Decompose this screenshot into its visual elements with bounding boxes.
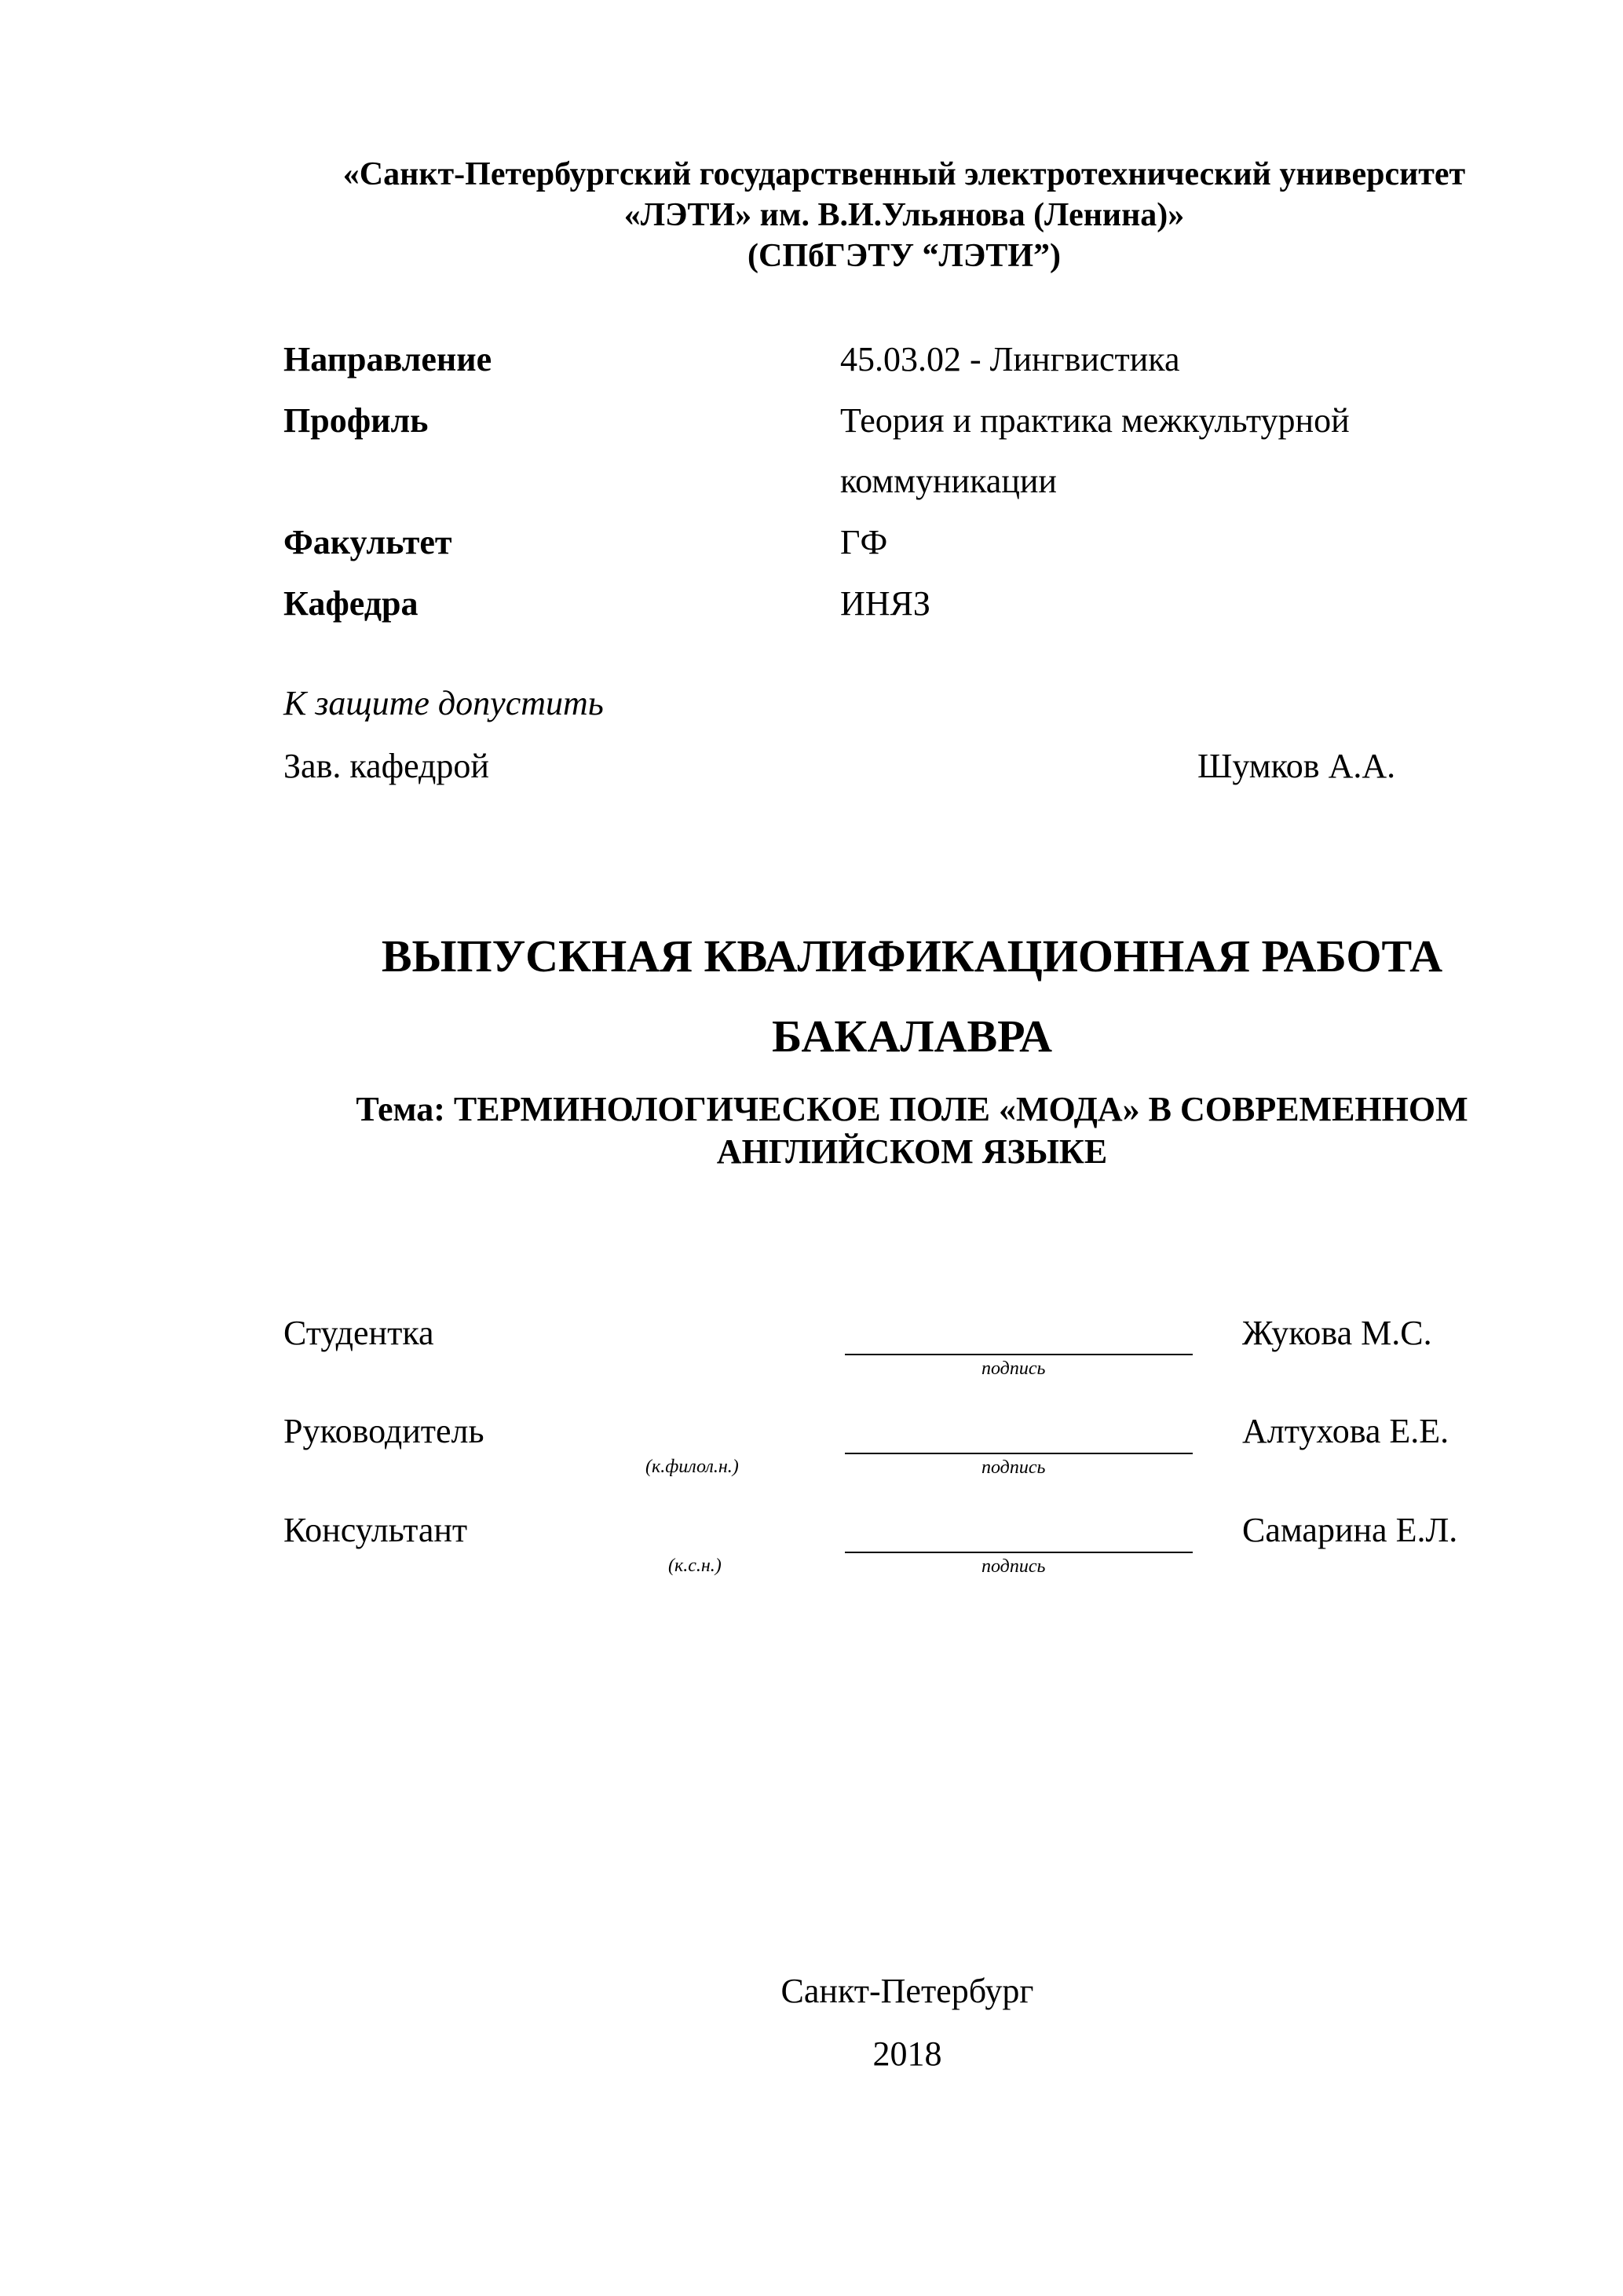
- department-label: Кафедра: [283, 584, 419, 623]
- footer-city: Санкт-Петербург: [780, 1972, 1034, 2010]
- thesis-topic-line1: Тема: ТЕРМИНОЛОГИЧЕСКОЕ ПОЛЕ «МОДА» В СОВРЕМЕННОМ: [356, 1090, 1468, 1128]
- direction-label: Направление: [283, 340, 492, 378]
- consultant-degree: (к.с.н.): [668, 1556, 722, 1576]
- consultant-signature-line: [845, 1552, 1193, 1553]
- thesis-topic-line2: АНГЛИЙСКОМ ЯЗЫКЕ: [716, 1132, 1108, 1171]
- student-signature-caption: подпись: [981, 1358, 1046, 1379]
- student-signature-line: [845, 1354, 1193, 1355]
- profile-value: Теория и практика межкультурной: [840, 401, 1350, 440]
- admission-heading: К защите допустить: [283, 684, 604, 722]
- consultant-name: Самарина Е.Л.: [1242, 1511, 1458, 1549]
- consultant-role: Консультант: [283, 1511, 468, 1549]
- student-role: Студентка: [283, 1314, 434, 1352]
- university-name-line1: «Санкт-Петербургский государственный электротехнический университет: [342, 156, 1466, 192]
- supervisor-name: Алтухова Е.Е.: [1242, 1412, 1449, 1450]
- consultant-signature-caption: подпись: [981, 1556, 1046, 1577]
- faculty-label: Факультет: [283, 523, 452, 561]
- thesis-title-line2: БАКАЛАВРА: [771, 1011, 1053, 1062]
- footer-year: 2018: [872, 2035, 942, 2073]
- direction-value: 45.03.02 - Лингвистика: [840, 340, 1180, 378]
- department-value: ИНЯЗ: [840, 584, 930, 623]
- faculty-value: ГФ: [840, 523, 888, 561]
- student-name: Жукова М.С.: [1242, 1314, 1432, 1352]
- admission-role: Зав. кафедрой: [283, 747, 489, 785]
- supervisor-degree: (к.филол.н.): [645, 1457, 739, 1477]
- university-header: [0, 154, 1623, 276]
- supervisor-signature-caption: подпись: [981, 1457, 1046, 1478]
- university-name-line2: «ЛЭТИ» им. В.И.Ульянова (Ленина)»: [623, 197, 1185, 233]
- profile-value-continued: коммуникации: [840, 462, 1057, 500]
- thesis-title-line1: ВЫПУСКНАЯ КВАЛИФИКАЦИОННАЯ РАБОТА: [381, 930, 1443, 982]
- university-abbreviation: (СПбГЭТУ “ЛЭТИ”): [748, 238, 1061, 274]
- thesis-topic: [0, 1088, 1623, 1173]
- profile-label: Профиль: [283, 401, 429, 440]
- supervisor-signature-line: [845, 1453, 1193, 1454]
- supervisor-role: Руководитель: [283, 1412, 484, 1450]
- admission-name: Шумков А.А.: [1197, 747, 1396, 785]
